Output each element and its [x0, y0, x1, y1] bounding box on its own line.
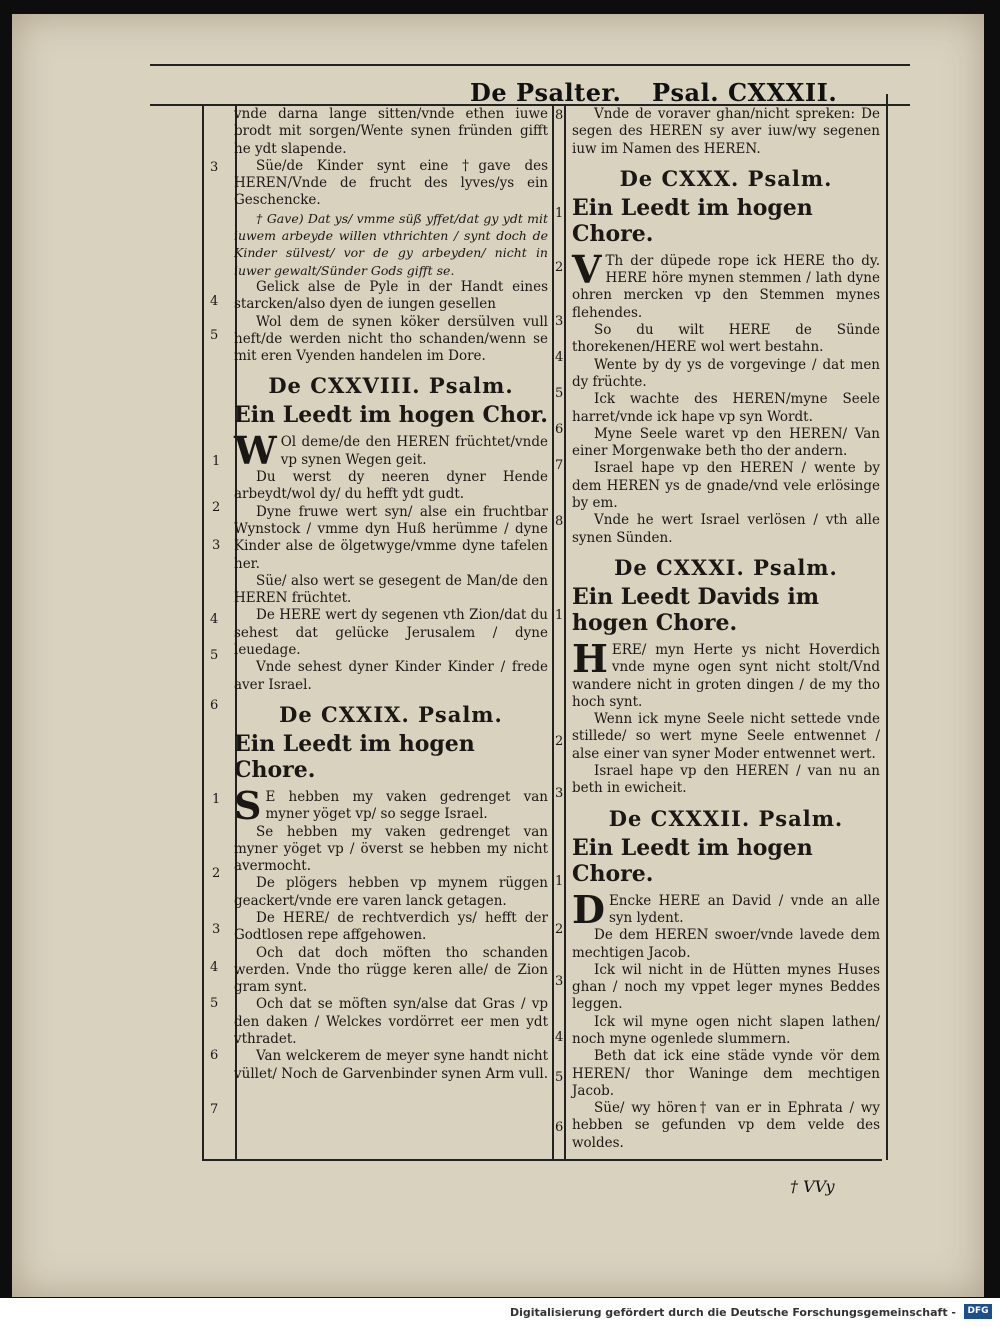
verse-number: 8 [555, 514, 564, 529]
verse-text: Du werst dy neeren dyner Hende arbeydt/wol dy/ du hefft ydt gudt. [234, 469, 548, 503]
center-rule-left [552, 104, 554, 1160]
verse-number: 4 [210, 294, 219, 309]
verse-text: ERE/ myn Herte ys nicht Hoverdich vnde myne ogen synt nicht stolt/Vnd wandere nicht in groten dingen / de my tho hoch synt. [572, 641, 880, 710]
verse-number: 2 [555, 734, 564, 749]
verse-number: 4 [555, 350, 564, 365]
verse-number: 3 [555, 314, 564, 329]
verse-text: Ick wil myne ogen nicht slapen lathen/ noch myne ogenlede slummern. [572, 1013, 880, 1047]
psalm-132-subtitle: Ein Leedt im hogen Chore. [572, 834, 813, 887]
verse-number: 8 [555, 108, 564, 123]
footer-bar [0, 1298, 1000, 1327]
verse-number: 5 [210, 328, 219, 343]
verse-number: 3 [555, 786, 564, 801]
drop-cap: D [572, 886, 605, 932]
verse-number: 2 [555, 922, 564, 937]
verse-number: 3 [210, 160, 219, 175]
verse-number: 1 [555, 608, 564, 623]
verse-number: 4 [555, 1030, 564, 1045]
verse-number: 4 [210, 612, 219, 627]
psalm-130-subtitle: Ein Leedt im hogen Chore. [572, 194, 813, 247]
verse-text: E hebben my vaken gedrenget van myner yöget vp/ so segge Israel. [265, 788, 548, 823]
verse-number: 6 [555, 1120, 564, 1135]
verse-text: De HERE/ de rechtverdich ys/ hefft der Godtlosen repe affgehowen. [234, 909, 548, 944]
verse-text: Vnde sehest dyner Kinder Kinder / frede aver Israel. [234, 659, 548, 693]
verse-number: 7 [555, 458, 564, 473]
verse-number: 5 [210, 996, 219, 1011]
verse-number: 4 [210, 960, 219, 975]
verse-text: Ick wil nicht in de Hütten mynes Huses ghan / noch my vppet leger mynes Beddes leggen. [572, 961, 880, 1013]
psalm-132-title: De CXXXII. Psalm. [608, 805, 844, 831]
verse-text: De HERE wert dy segenen vth Zion/dat du sehest dat gelücke Jerusalem / dyne leuedage. [234, 607, 548, 659]
verse-number: 5 [210, 648, 219, 663]
bottom-rule [202, 1159, 882, 1161]
psalm-129-subtitle: Ein Leedt im hogen Chore. [234, 730, 475, 783]
verse-text: So du wilt HERE de Sünde thorekenen/HERE wol wert bestahn. [572, 322, 880, 356]
verse-text: Myne Seele waret vp den HEREN/ Van einer Morgenwake beth tho der andern. [572, 425, 880, 460]
left-margin-rule [202, 104, 204, 1160]
verse-text: Och dat doch möften tho schanden werden. Vnde tho rügge keren alle/ de Zion gram synt. [234, 944, 548, 996]
verse-number: 7 [210, 1102, 219, 1117]
top-rule [150, 64, 910, 66]
verse-number: 5 [555, 1070, 564, 1085]
gloss-note: † Gave) Dat ys/ vmme süß yffet/dat gy ydt mit iuwem arbeyde willen vthrichten / synt doch de Kinder sülvest/ vor de gy arbeyden/ nicht in iuwer gewalt/Sünder Gods gifft se. [234, 210, 548, 278]
psalm-129-title: De CXXIX. Psalm. [279, 701, 503, 727]
verse-text: De dem HEREN swoer/vnde lavede dem mechtigen Jacob. [572, 927, 880, 961]
verse-text: Van welckerem de meyer syne handt nicht vüllet/ Noch de Garvenbinder synen Arm vull. [234, 1048, 549, 1082]
verse-number: 1 [555, 874, 564, 889]
dfg-logo: DFG [964, 1304, 992, 1319]
verse-text: Ol deme/de den HEREN früchtet/vnde vp synen Wegen geit. [280, 434, 548, 468]
verse-text: Gelick alse de Pyle in der Handt eines starcken/also dyen de iungen gesellen [234, 278, 548, 313]
verse-text: Och dat se möften syn/alse dat Gras / vp den daken / Welckes vordörret eer men ydt vthradet. [234, 996, 548, 1048]
verse-number: 3 [555, 974, 564, 989]
psalm-128-title: De CXXVIII. Psalm. [268, 373, 514, 399]
verse-text: Israel hape vp den HEREN / wente by dem HEREN ys de gnade/vnd vele erlösinge by em. [572, 460, 880, 512]
psalm-130-title: De CXXX. Psalm. [619, 165, 833, 191]
verse-text: Süe/de Kinder synt eine †gave des HEREN/Vnde de frucht des lyves/ys ein Geschencke. [234, 157, 548, 209]
verse-text: Wenn ick myne Seele nicht settede vnde stillede/ so wert myne Seele entwennet / alse einer van syner Moder entwennet wert. [572, 711, 880, 762]
verse-text: Dyne fruwe wert syn/ alse ein fruchtbar Wynstock / vmme dyn Huß herümme / dyne Kinder alse de ölgetwyge/vmme dyne tafelen her. [234, 503, 548, 572]
verse-number: 3 [212, 538, 221, 553]
verse-text: Wol dem de synen köker dersülven vull heft/de werden nicht tho schanden/wenn se mit eren Vyenden handelen im Dore. [234, 313, 548, 365]
verse-number: 6 [210, 698, 219, 713]
verse-text: Ick wachte des HEREN/myne Seele harret/vnde ick hape vp syn Wordt. [572, 391, 880, 425]
verse-text: vnde darna lange sitten/vnde ethen iuwe brodt mit sorgen/Wente synen fründen gifft he ydt slapende. [234, 106, 548, 157]
center-rule-right [564, 104, 566, 1160]
verse-number: 6 [210, 1048, 219, 1063]
verse-text: Israel hape vp den HEREN / van nu an beth in ewicheit. [572, 763, 880, 797]
verse-number: 1 [212, 454, 221, 469]
right-column [572, 106, 880, 1152]
verse-number: 2 [212, 866, 221, 881]
psalm-128-subtitle: Ein Leedt im hogen Chor. [234, 402, 548, 429]
drop-cap: V [572, 246, 602, 292]
verse-text: Beth dat ick eine städe vynde vör dem HEREN/ thor Waninge dem mechtigen Jacob. [572, 1048, 880, 1099]
verse-text: Vnde de voraver ghan/nicht spreken: De segen des HEREN sy aver iuw/wy segenen iuw im Namen des HEREN. [572, 106, 880, 157]
drop-cap: W [234, 428, 277, 474]
book-page [12, 14, 984, 1297]
verse-text: Se hebben my vaken gedrenget van myner yöget vp / överst se hebben my nicht avermocht. [234, 823, 548, 875]
verse-text: De plögers hebben vp mynem rüggen geackert/vnde ere varen lanck getagen. [234, 875, 548, 909]
drop-cap: S [234, 782, 262, 828]
verse-number: 3 [212, 922, 221, 937]
verse-text: Süe/ also wert se gesegent de Man/de den HEREN früchtet. [234, 572, 548, 607]
verse-number: 6 [555, 422, 564, 437]
catchword: † VVy [790, 1177, 835, 1196]
drop-cap: H [572, 635, 608, 681]
verse-number: 1 [555, 206, 564, 221]
psalm-131-title: De CXXXI. Psalm. [614, 554, 838, 580]
verse-number: 2 [555, 260, 564, 275]
verse-text: Vnde he wert Israel verlösen / vth alle synen Sünden. [572, 512, 880, 546]
verse-number: 5 [555, 386, 564, 401]
verse-text: Th der düpede rope ick HERE tho dy. HERE höre mynen stemmen / lath dyne ohren mercken vp den Stemmen mynes flehendes. [572, 252, 880, 321]
right-rule [886, 94, 888, 1160]
verse-text: Süe/ wy hören† van er in Ephrata / wy hebben se gefunden vp dem velde des woldes. [572, 1100, 880, 1151]
verse-text: Encke HERE an David / vnde an alle syn lydent. [608, 892, 880, 926]
verse-number: 2 [212, 500, 221, 515]
funding-credit: Digitalisierung gefördert durch die Deutsche Forschungsgemeinschaft - [509, 1306, 956, 1319]
psalm-131-subtitle: Ein Leedt Davids im hogen Chore. [572, 583, 819, 636]
left-column [234, 106, 548, 1083]
verse-text: Wente by dy ys de vorgevinge / dat men dy früchte. [572, 356, 880, 390]
running-head-right: Psal. CXXXII. [652, 78, 838, 107]
running-head-left: De Psalter. [470, 78, 622, 107]
verse-number: 1 [212, 792, 221, 807]
